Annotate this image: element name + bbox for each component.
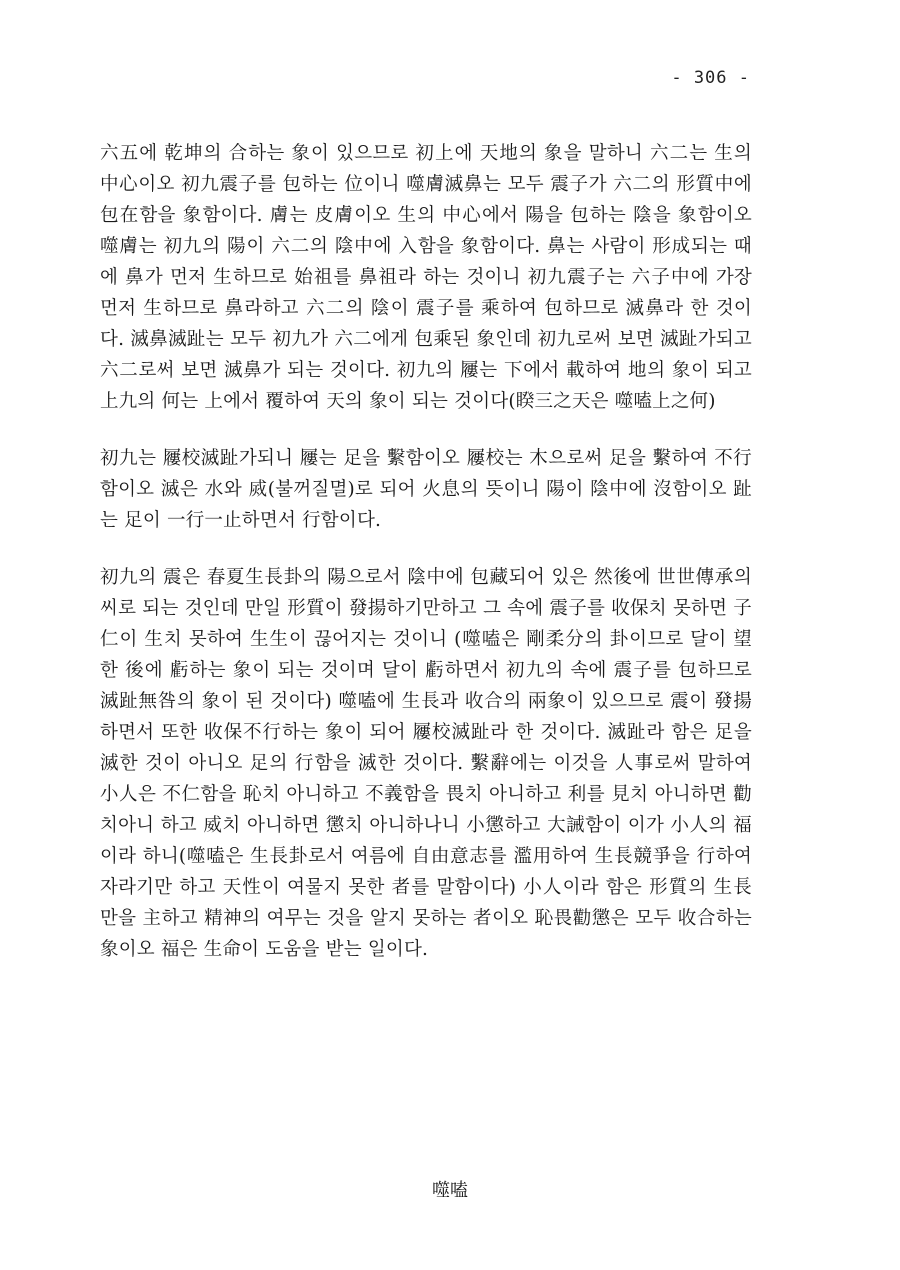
paragraph-3: 初九의 震은 春夏生長卦의 陽으로서 陰中에 包藏되어 있은 然後에 世世傳承의 씨로 되는 것인데 만일 形質이 發揚하기만하고 그 속에 震子를 收保치 못하면 子仁이 生치 못하여 生生이 끊어지는 것이니 (噬嗑은 剛柔分의 卦이므로 달이 望한 後에 虧하는 象이 되는 것이며 달이 虧하면서 初九의 속에 震子를 包하므로 滅趾無咎의 象이 된 것이다) 噬嗑에 生長과 收合의 兩象이 있으므로 震이 發揚하면서 또한 收保不行하는 象이 되어 屨校滅趾라 한 것이다. 滅趾라 함은 足을 滅한 것이 아니오 足의 行함을 滅한 것이다. 繫辭에는 이것을 人事로써 말하여 小人은 不仁함을 恥치 아니하고 不義함을 畏치 아니하고 利를 見치 아니하면 勸치아니 하고 威치 아니하면 懲치 아니하나니 小懲하고 大誡함이 이가 小人의 福이라 하니(噬嗑은 生長卦로서 여름에 自由意志를 濫用하여 生長競爭을 行하여 자라기만 하고 天性이 여물지 못한 者를 말함이다) 小人이라 함은 形質의 生長만을 主하고 精神의 여무는 것을 알지 못하는 者이오 恥畏勸懲은 모두 收合하는 象이오 福은 生命이 도움을 받는 일이다. (100, 567, 752, 960)
page-number: - 306 - (671, 68, 750, 88)
page-footer-title: 噬嗑 (432, 1180, 468, 1201)
paragraph-2: 初九는 屨校滅趾가되니 屨는 足을 繫함이오 屨校는 木으로써 足을 繫하여 不行함이오 滅은 水와 烕(불꺼질멸)로 되어 火息의 뜻이니 陽이 陰中에 沒함이오 趾는 足이 一行一止하면서 行함이다. (100, 448, 752, 531)
body-text (100, 138, 752, 991)
paragraph-1: 六五에 乾坤의 合하는 象이 있으므로 初上에 天地의 象을 말하니 六二는 生의 中心이오 初九震子를 包하는 位이니 噬膚滅鼻는 모두 震子가 六二의 形質中에 包在함을 象함이다. 膚는 皮膚이오 生의 中心에서 陽을 包하는 陰을 象함이오 噬膚는 初九의 陽이 六二의 陰中에 入함을 象함이다. 鼻는 사람이 形成되는 때에 鼻가 먼저 生하므로 始祖를 鼻祖라 하는 것이니 初九震子는 六子中에 가장 먼저 生하므로 鼻라하고 六二의 陰이 震子를 乘하여 包하므로 滅鼻라 한 것이다. 滅鼻滅趾는 모두 初九가 六二에게 包乘된 象인데 初九로써 보면 滅趾가되고 六二로써 보면 滅鼻가 되는 것이다. 初九의 屨는 下에서 載하여 地의 象이 되고 上九의 何는 上에서 覆하여 天의 象이 되는 것이다(睽三之天은 噬嗑上之何) (100, 143, 752, 412)
